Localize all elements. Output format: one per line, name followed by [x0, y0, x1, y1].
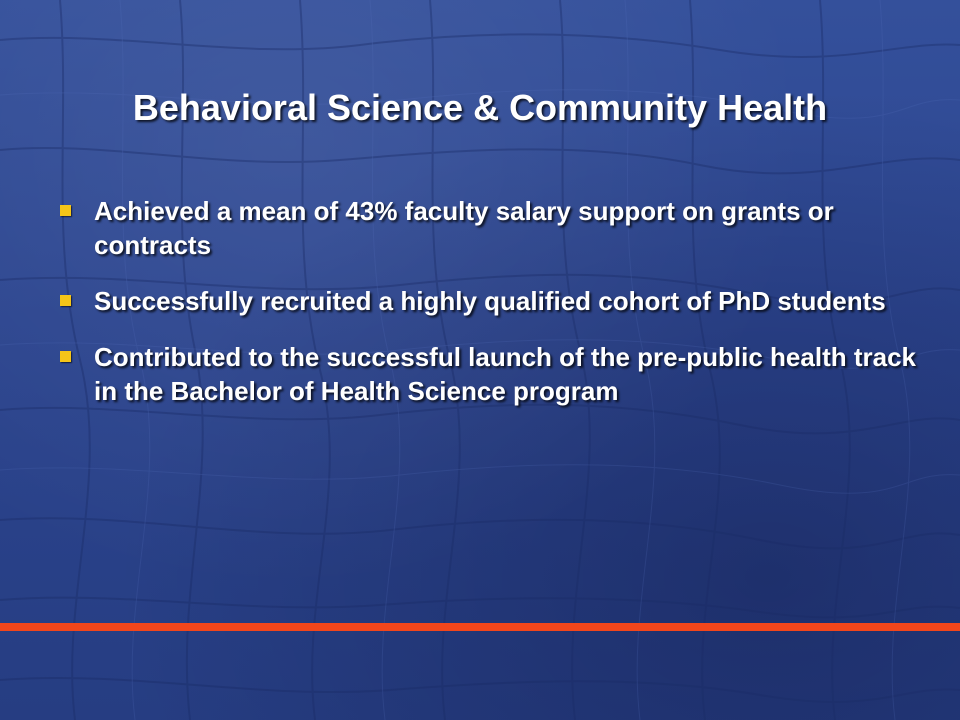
bullet-list — [58, 194, 918, 430]
square-bullet-icon — [60, 295, 71, 306]
bullet-text: Successfully recruited a highly qualified cohort of PhD students — [94, 286, 886, 316]
slide-title: Behavioral Science & Community Health — [132, 87, 828, 128]
bullet-text: Achieved a mean of 43% faculty salary support on grants or contracts — [94, 196, 834, 260]
bullet-item — [58, 194, 918, 262]
bullet-item — [58, 340, 918, 408]
square-bullet-icon — [60, 205, 71, 216]
square-bullet-icon — [60, 351, 71, 362]
bullet-text: Contributed to the successful launch of the pre-public health track in the Bachelor of Health Science program — [94, 342, 916, 406]
accent-divider-line — [0, 623, 960, 631]
bullet-item — [58, 284, 918, 318]
